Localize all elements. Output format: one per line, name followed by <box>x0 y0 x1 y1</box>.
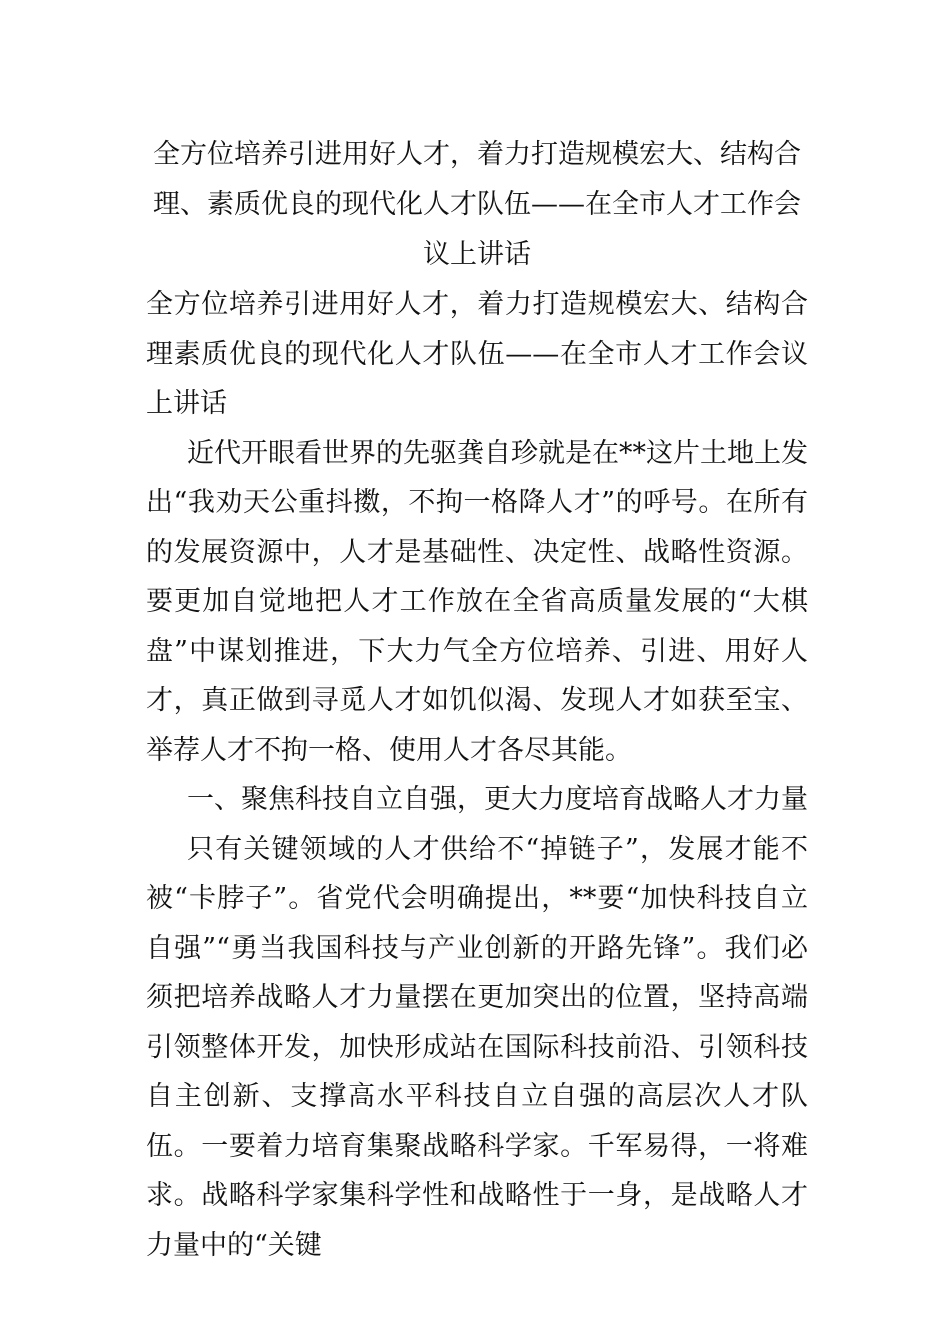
document-title: 全方位培养引进用好人才，着力打造规模宏大、结构合理、素质优良的现代化人才队伍——在全市人才工作会议上讲话 <box>153 139 801 270</box>
section-paragraph: 只有关键领域的人才供给不“掉链子”，发展才能不被“卡脖子”。省党代会明确提出，**要“加快科技自立自强”“勇当我国科技与产业创新的开路先锋”。我们必须把培养战略人才力量摆在更加突出的位置，坚持高端引领整体开发，加快形成站在国际科技前沿、引领科技自主创新、支撑高水平科技自立自强的高层次人才队伍。一要着力培育集聚战略科学家。千军易得，一将难求。战略科学家集科学性和战略性于一身，是战略人才力量中的“关键 <box>146 833 808 1261</box>
repeated-title-paragraph: 全方位培养引进用好人才，着力打造规模宏大、结构合理素质优良的现代化人才队伍——在全市人才工作会议上讲话 <box>146 289 808 419</box>
document-body <box>146 280 808 1270</box>
intro-paragraph: 近代开眼看世界的先驱龚自珍就是在**这片土地上发出“我劝天公重抖擞，不拘一格降人才”的呼号。在所有的发展资源中，人才是基础性、决定性、战略性资源。要更加自觉地把人才工作放在全省高质量发展的“大棋盘”中谋划推进，下大力气全方位培养、引进、用好人才，真正做到寻觅人才如饥似渴、发现人才如获至宝、举荐人才不拘一格、使用人才各尽其能。 <box>146 437 808 766</box>
section-heading: 一、聚焦科技自立自强，更大力度培育战略人才力量 <box>187 784 808 815</box>
